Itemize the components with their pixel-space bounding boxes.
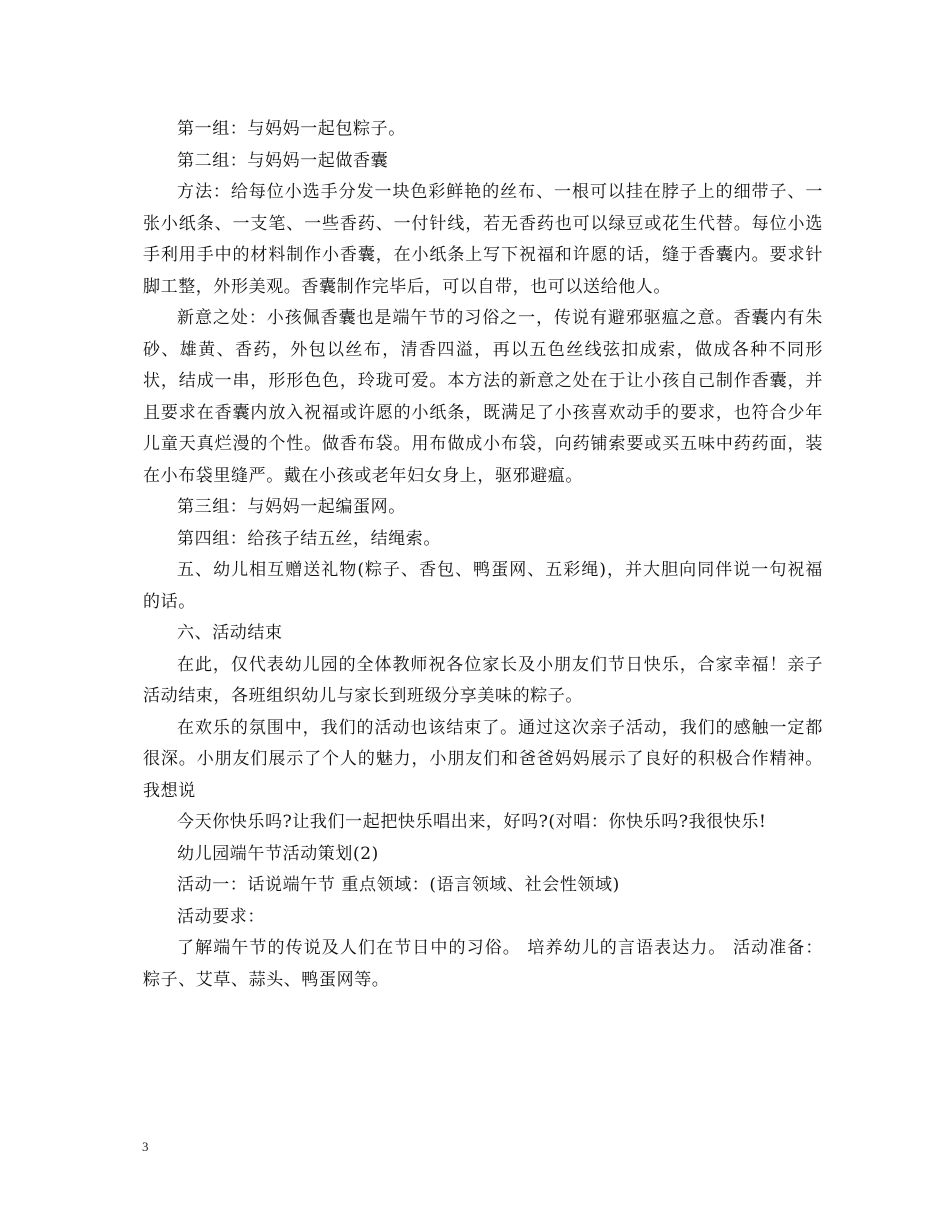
paragraph-group-four: 第四组：给孩子结五丝，结绳索。	[177, 528, 441, 549]
document-body	[143, 114, 823, 996]
paragraph-section-six-heading: 六、活动结束	[177, 623, 283, 643]
paragraph-requirements-heading: 活动要求：	[177, 906, 265, 927]
paragraph-group-three: 第三组：与妈妈一起编蛋网。	[177, 497, 406, 517]
paragraph-reflection: 在欢乐的氛围中，我们的活动也该结束了。通过这次亲子活动，我们的感触一定都很深。小朋友们展示了个人的魅力，小朋友们和爸爸妈妈展示了良好的积极合作精神。我想说	[143, 717, 823, 801]
paragraph-activity-one: 活动一：话说端午节 重点领域：(语言领域、社会性领域)	[177, 875, 620, 895]
paragraph-requirements: 了解端午节的传说及人们在节日中的习俗。 培养幼儿的言语表达力。 活动准备： 粽子、艾草、蒜头、鸭蛋网等。	[143, 938, 823, 990]
paragraph-group-one: 第一组：与妈妈一起包粽子。	[177, 119, 406, 139]
paragraph-novelty: 新意之处：小孩佩香囊也是端午节的习俗之一，传说有避邪驱瘟之意。香囊内有朱砂、雄黄、香药，外包以丝布，清香四溢，再以五色丝线弦扣成索，做成各种不同形状，结成一串，形形色色，玲珑可爱。本方法的新意之处在于让小孩自己制作香囊，并且要求在香囊内放入祝福或许愿的小纸条，既满足了小孩喜欢动手的要求，也符合少年儿童天真烂漫的个性。做香布袋。用布做成小布袋，向药铺索要或买五味中药药面，装在小布袋里缝严。戴在小孩或老年妇女身上，驱邪避瘟。	[143, 308, 823, 486]
paragraph-closing-wishes: 在此，仅代表幼儿园的全体教师祝各位家长及小朋友们节日快乐，合家幸福！亲子活动结束，各班组织幼儿与家长到班级分享美味的粽子。	[143, 654, 823, 706]
page-number: 3	[142, 1139, 149, 1154]
paragraph-method: 方法：给每位小选手分发一块色彩鲜艳的丝布、一根可以挂在脖子上的细带子、一张小纸条、一支笔、一些香药、一付针线，若无香药也可以绿豆或花生代替。每位小选手利用手中的材料制作小香囊，在小纸条上写下祝福和许愿的话，缝于香囊内。要求针脚工整，外形美观。香囊制作完毕后，可以自带，也可以送给他人。	[143, 182, 823, 297]
paragraph-section-five: 五、幼儿相互赠送礼物(粽子、香包、鸭蛋网、五彩绳)，并大胆向同伴说一句祝福的话。	[143, 560, 823, 612]
paragraph-plan-title: 幼儿园端午节活动策划(2)	[177, 843, 379, 864]
paragraph-group-two: 第二组：与妈妈一起做香囊	[177, 150, 389, 171]
paragraph-song: 今天你快乐吗?让我们一起把快乐唱出来，好吗?(对唱：你快乐吗?我很快乐!	[177, 812, 767, 832]
